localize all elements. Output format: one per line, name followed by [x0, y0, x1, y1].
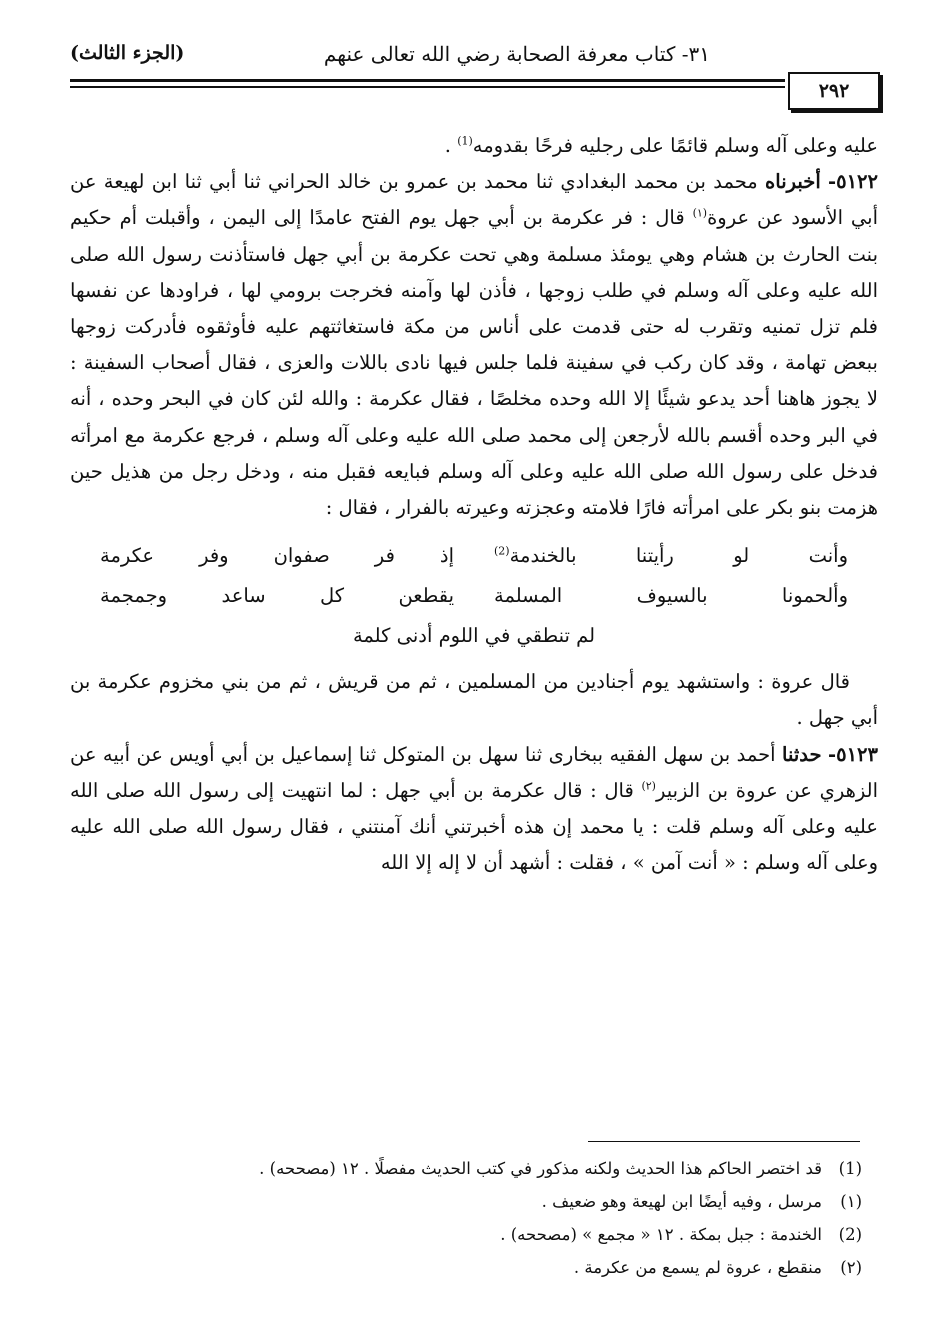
intro-paragraph [70, 128, 878, 164]
hadith-keyword: حدثنا [782, 742, 822, 766]
hadith-text: محمد بن محمد البغدادي ثنا محمد بن عمرو بن خالد الحراني ثنا أبي ثنا ابن لهيعة عن أبي الأسود عن عروة [70, 170, 878, 230]
poem-hemistich: إذ فر صفوان وفر عكرمة [100, 544, 454, 568]
footnotes [90, 1152, 862, 1284]
footnote-ref: (٢) [641, 779, 656, 793]
hadith-keyword: أخبرناه [765, 170, 821, 194]
hadith-text: قال : قال عكرمة بن أبي جهل : لما انتهيت إلى رسول الله صلى الله عليه وعلى آله وسلم قلت : يا محمد إن هذه أخبرتني أنك آمنتني ، فقال رسول الله صلى الله عليه وعلى آله وسلم : « أنت آمن » ، فقلت : أشهد أن لا إله إلا الله [70, 778, 878, 875]
footnote-divider [588, 1141, 860, 1142]
footnote [90, 1152, 862, 1185]
poem-text: وأنت لو رأيتنا بالخندمة [509, 544, 848, 568]
footnote [90, 1185, 862, 1218]
page-number: ٢٩٢ [818, 80, 850, 102]
footnote-text: منقطع ، عروة لم يسمع من عكرمة . [573, 1258, 822, 1277]
footnote [90, 1251, 862, 1284]
footnote-mark: (١) [840, 1192, 862, 1211]
poem [100, 536, 848, 656]
poem-line [100, 536, 848, 576]
hadith-5123 [70, 737, 878, 882]
header-rule-thin [70, 86, 785, 88]
hadith-number: ٥١٢٢- [828, 170, 879, 194]
footnote-mark: (1) [838, 1159, 862, 1178]
intro-text: عليه وعلى آله وسلم قائمًا على رجليه فرحًا بقدومه [472, 134, 878, 157]
chapter-title: ٣١- كتاب معرفة الصحابة رضي الله تعالى عنهم [323, 42, 710, 66]
hadith-5122 [70, 164, 878, 526]
footnote-text: قد اختصر الحاكم هذا الحديث ولكنه مذكور في كتب الحديث مفصلًا . ١٢ (مصححه) . [259, 1159, 822, 1178]
poem-hemistich: وألحمونا بالسيوف المسلمة [494, 584, 848, 608]
footnote-text: مرسل ، وفيه أيضًا ابن لهيعة وهو ضعيف . [541, 1192, 822, 1211]
poem-line [100, 576, 848, 616]
poem-hemistich: يقطعن كل ساعد وجمجمة [100, 584, 454, 608]
volume-label: (الجزء الثالث) [70, 42, 185, 64]
footnote-mark: (2) [838, 1225, 862, 1244]
page-header [70, 42, 880, 112]
hadith-number: ٥١٢٣- [828, 742, 878, 766]
page-number-box [788, 72, 880, 110]
footnote-ref: (2) [494, 544, 510, 558]
footnote [90, 1218, 862, 1251]
footnote-text: الخندمة : جبل بمكة . ١٢ « مجمع » (مصححه) . [500, 1225, 822, 1244]
urwa-paragraph: قال عروة : واستشهد يوم أجنادين من المسلمين ، ثم من قريش ، ثم من بني مخزوم عكرمة بن أبي جهل . [70, 670, 878, 730]
poem-hemistich [494, 536, 848, 576]
hadith-text: أحمد بن سهل الفقيه ببخارى ثنا سهل بن المتوكل ثنا إسماعيل بن أبي أويس عن أبيه عن الزهري عن عروة بن الزبير [70, 742, 878, 802]
footnote-ref: (١) [692, 206, 708, 220]
main-text [70, 128, 878, 881]
header-rule-thick [70, 79, 785, 82]
hadith-text: قال : فر عكرمة بن أبي جهل يوم الفتح عامدًا إلى اليمن ، وأقبلت أم حكيم بنت الحارث بن هشام وهي يومئذ مسلمة وهي تحت عكرمة بن أبي جهل فاستأذنت رسول الله صلى الله عليه وعلى آله وسلم في طلب زوجها ، فأذن لها وآمنه فخرجت برومي لها ، فراودها عن نفسها فلم تزل تمنيه وتقرب له حتى قدمت على أناس من مكة فاستغاثتهم عليه فأوثقوه فأدركت زوجها ببعض تهامة ، وقد كان ركب في سفينة فلما جلس فيها نادى باللات والعزى ، فقال أصحاب السفينة : لا يجوز هاهنا أحد يدعو شيئًا إلا الله وحده مخلصًا ، فقال عكرمة : والله لئن كان في البحر وحده ، أنه في البر وحده أقسم بالله لأرجعن إلى محمد صلى الله عليه وعلى آله وسلم ، فرجع عكرمة مع امرأته فدخل على رسول الله صلى الله عليه وعلى آله وسلم فبايعه فقبل منه ، ودخل رجل من هذيل حين هزمت بنو بكر على امرأته فارًا فلامته وعجزته وعيرته بالفرار ، فقال : [70, 206, 878, 520]
footnote-ref: (1) [457, 134, 473, 148]
intro-end: . [444, 134, 458, 157]
footnote-mark: (٢) [840, 1258, 862, 1277]
poem-line-final: لم تنطقي في اللوم أدنى كلمة [352, 624, 596, 648]
